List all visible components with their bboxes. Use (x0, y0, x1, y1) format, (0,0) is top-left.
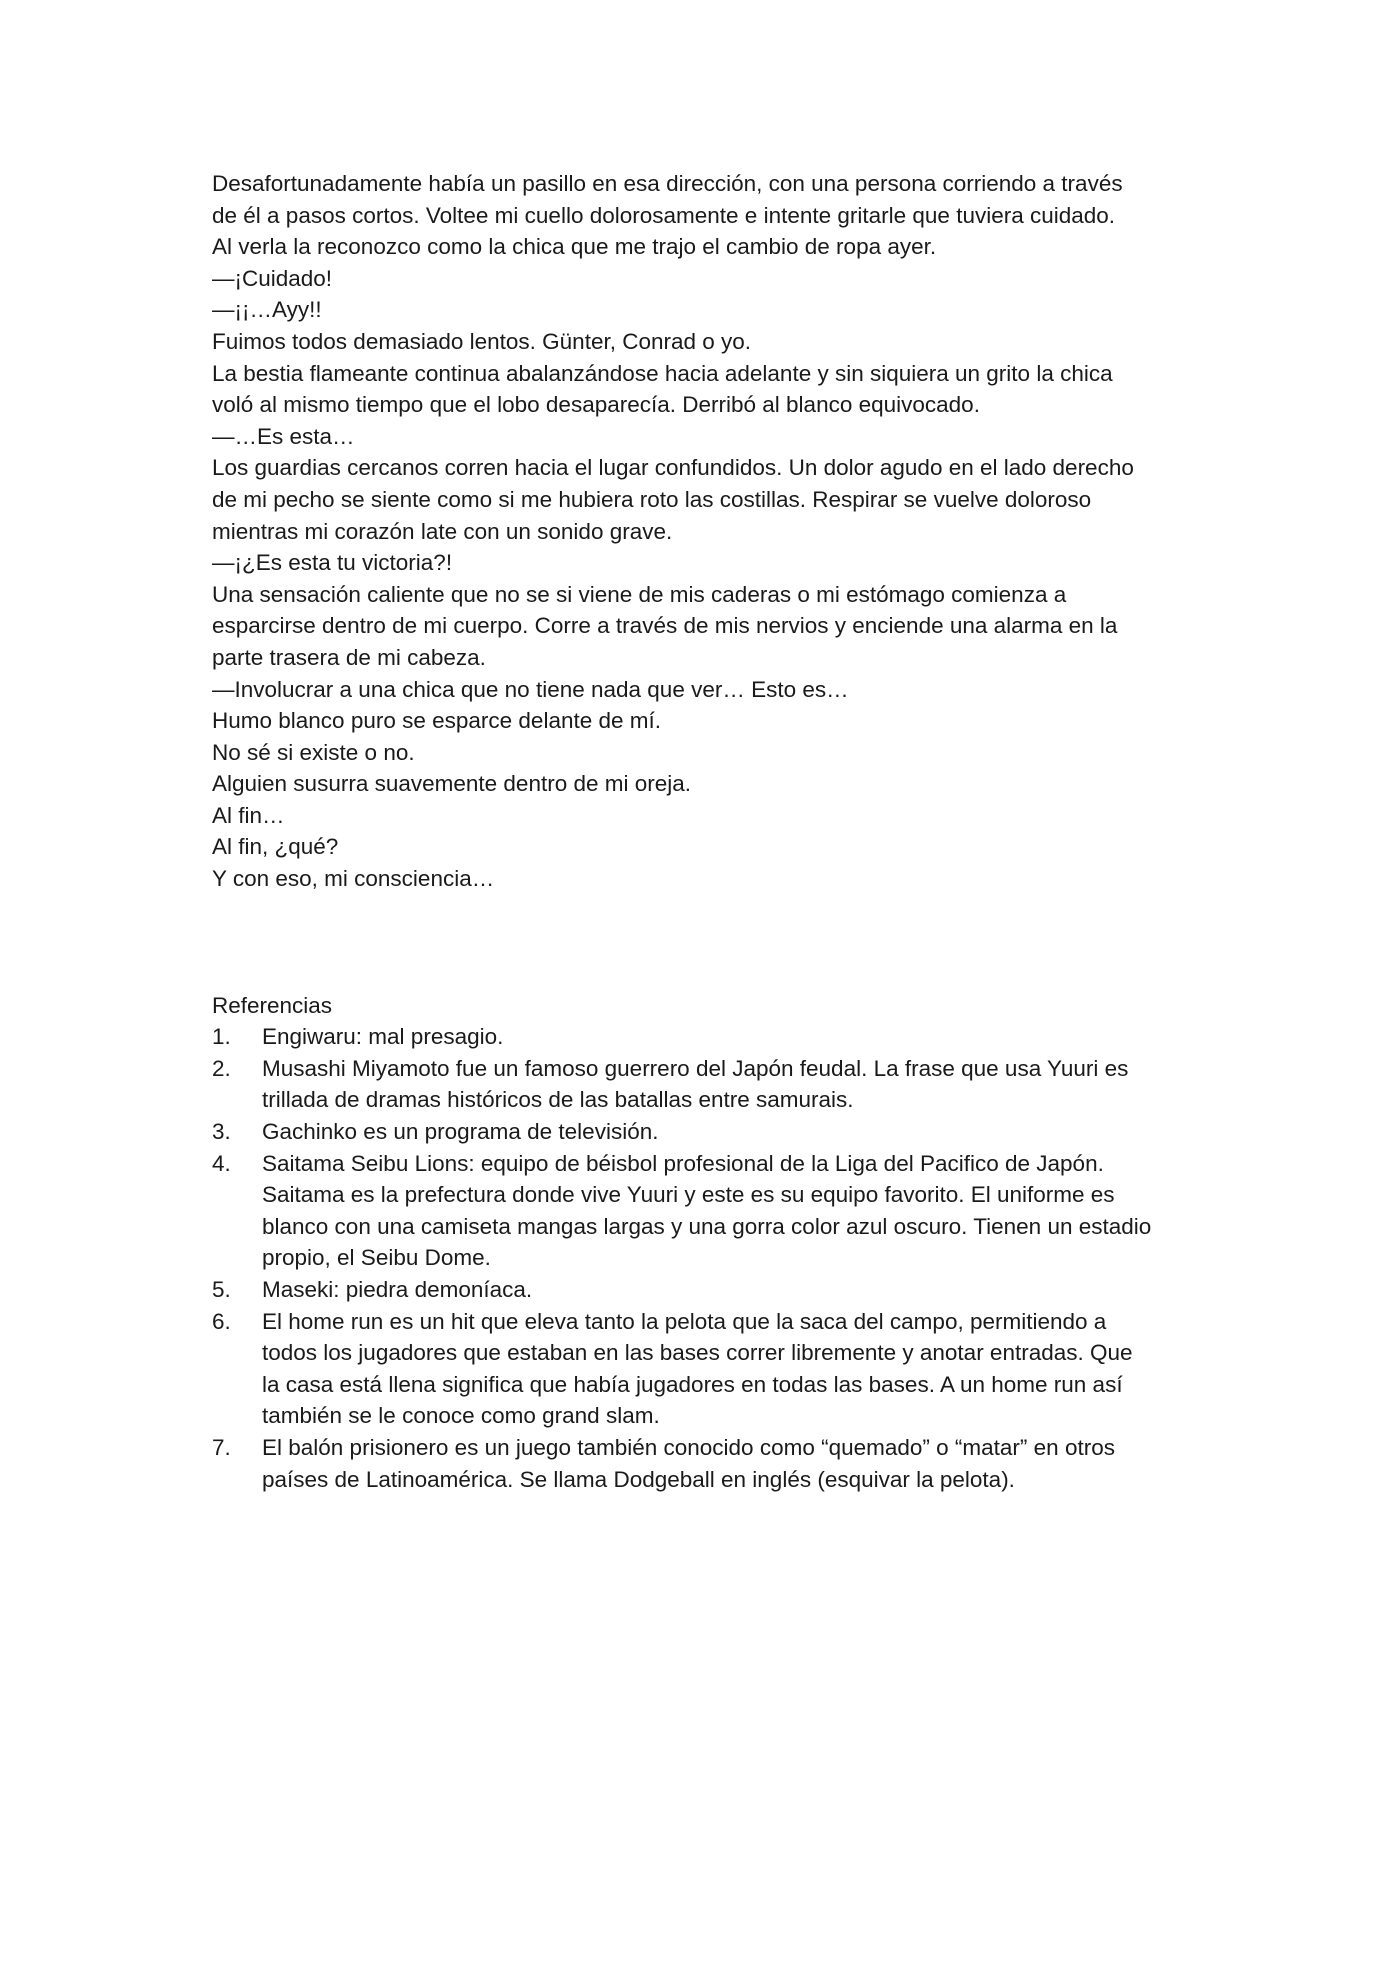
story-line: parte trasera de mi cabeza. (212, 644, 486, 670)
reference-number: 2. (212, 1055, 231, 1081)
reference-number: 4. (212, 1150, 231, 1176)
story-line: No sé si existe o no. (212, 739, 415, 765)
story-line: Humo blanco puro se esparce delante de mí. (212, 708, 662, 734)
story-line: —¡¿Es esta tu victoria?! (212, 550, 453, 576)
story-line: de mi pecho se siente como si me hubiera roto las costillas. Respirar se vuelve doloroso (212, 486, 1092, 512)
story-line: Al fin, ¿qué? (212, 834, 339, 860)
reference-text (262, 1306, 1202, 1432)
reference-line: la casa está llena significa que había jugadores en todas las bases. A un home run así (262, 1371, 1123, 1397)
reference-text (262, 1148, 1202, 1274)
reference-text (262, 1021, 1202, 1053)
reference-number: 3. (212, 1119, 231, 1145)
reference-text (262, 1274, 1202, 1306)
reference-item (212, 1021, 1202, 1053)
reference-text (262, 1432, 1202, 1495)
reference-line: trillada de dramas históricos de las batallas entre samurais. (262, 1087, 854, 1113)
reference-number: 6. (212, 1308, 231, 1334)
story-line: Los guardias cercanos corren hacia el lugar confundidos. Un dolor agudo en el lado derecho (212, 455, 1134, 481)
reference-item (212, 1053, 1202, 1116)
story-line: Y con eso, mi consciencia… (212, 866, 495, 892)
story-line: voló al mismo tiempo que el lobo desaparecía. Derribó al blanco equivocado. (212, 392, 980, 418)
story-line: La bestia flameante continua abalanzándose hacia adelante y sin siquiera un grito la chica (212, 360, 1113, 386)
reference-line: Musashi Miyamoto fue un famoso guerrero del Japón feudal. La frase que usa Yuuri es (262, 1055, 1129, 1081)
story-line: —¡¡…Ayy!! (212, 297, 322, 323)
story-line: —Involucrar a una chica que no tiene nada que ver… Esto es… (212, 676, 849, 702)
reference-item (212, 1116, 1202, 1148)
reference-line: Maseki: piedra demoníaca. (262, 1277, 533, 1302)
reference-line: Saitama Seibu Lions: equipo de béisbol profesional de la Liga del Pacifico de Japón. (262, 1150, 1104, 1176)
story-line: Al verla la reconozco como la chica que me trajo el cambio de ropa ayer. (212, 234, 937, 260)
story-line: —¡Cuidado! (212, 265, 333, 291)
reference-number: 1. (212, 1024, 231, 1050)
story-line: Desafortunadamente había un pasillo en esa dirección, con una persona corriendo a través (212, 171, 1123, 196)
reference-number: 7. (212, 1434, 231, 1460)
reference-line: Engiwaru: mal presagio. (262, 1024, 504, 1050)
story-line: de él a pasos cortos. Voltee mi cuello dolorosamente e intente gritarle que tuviera cuidado. (212, 202, 1116, 228)
story-line: Fuimos todos demasiado lentos. Günter, Conrad o yo. (212, 328, 752, 354)
reference-line: también se le conoce como grand slam. (262, 1403, 660, 1429)
references-heading: Referencias (212, 992, 333, 1018)
reference-line: blanco con una camiseta mangas largas y una gorra color azul oscuro. Tienen un estadio (262, 1213, 1152, 1239)
story-line: —…Es esta… (212, 423, 355, 449)
reference-item (212, 1274, 1202, 1306)
reference-line: propio, el Seibu Dome. (262, 1245, 491, 1271)
document-page (212, 168, 1202, 1495)
reference-number: 5. (212, 1277, 231, 1302)
reference-line: El balón prisionero es un juego también conocido como “quemado” o “matar” en otros (262, 1434, 1115, 1460)
story-line: Al fin… (212, 802, 285, 828)
story-line: mientras mi corazón late con un sonido grave. (212, 518, 673, 544)
reference-line: Saitama es la prefectura donde vive Yuuri y este es su equipo favorito. El uniforme es (262, 1182, 1115, 1208)
story-line: Una sensación caliente que no se si viene de mis caderas o mi estómago comienza a (212, 581, 1067, 607)
references-section (212, 990, 1202, 1496)
reference-item (212, 1306, 1202, 1432)
reference-line: El home run es un hit que eleva tanto la pelota que la saca del campo, permitiendo a (262, 1308, 1107, 1334)
reference-item (212, 1148, 1202, 1274)
story-text (212, 168, 1202, 895)
story-line: esparcirse dentro de mi cuerpo. Corre a través de mis nervios y enciende una alarma en la (212, 613, 1118, 639)
reference-line: países de Latinoamérica. Se llama Dodgeball en inglés (esquivar la pelota). (262, 1466, 1015, 1492)
reference-line: Gachinko es un programa de televisión. (262, 1119, 659, 1145)
reference-item (212, 1432, 1202, 1495)
reference-line: todos los jugadores que estaban en las bases correr libremente y anotar entradas. Que (262, 1340, 1133, 1366)
story-line: Alguien susurra suavemente dentro de mi oreja. (212, 771, 692, 797)
reference-text (262, 1053, 1202, 1116)
reference-text (262, 1116, 1202, 1148)
